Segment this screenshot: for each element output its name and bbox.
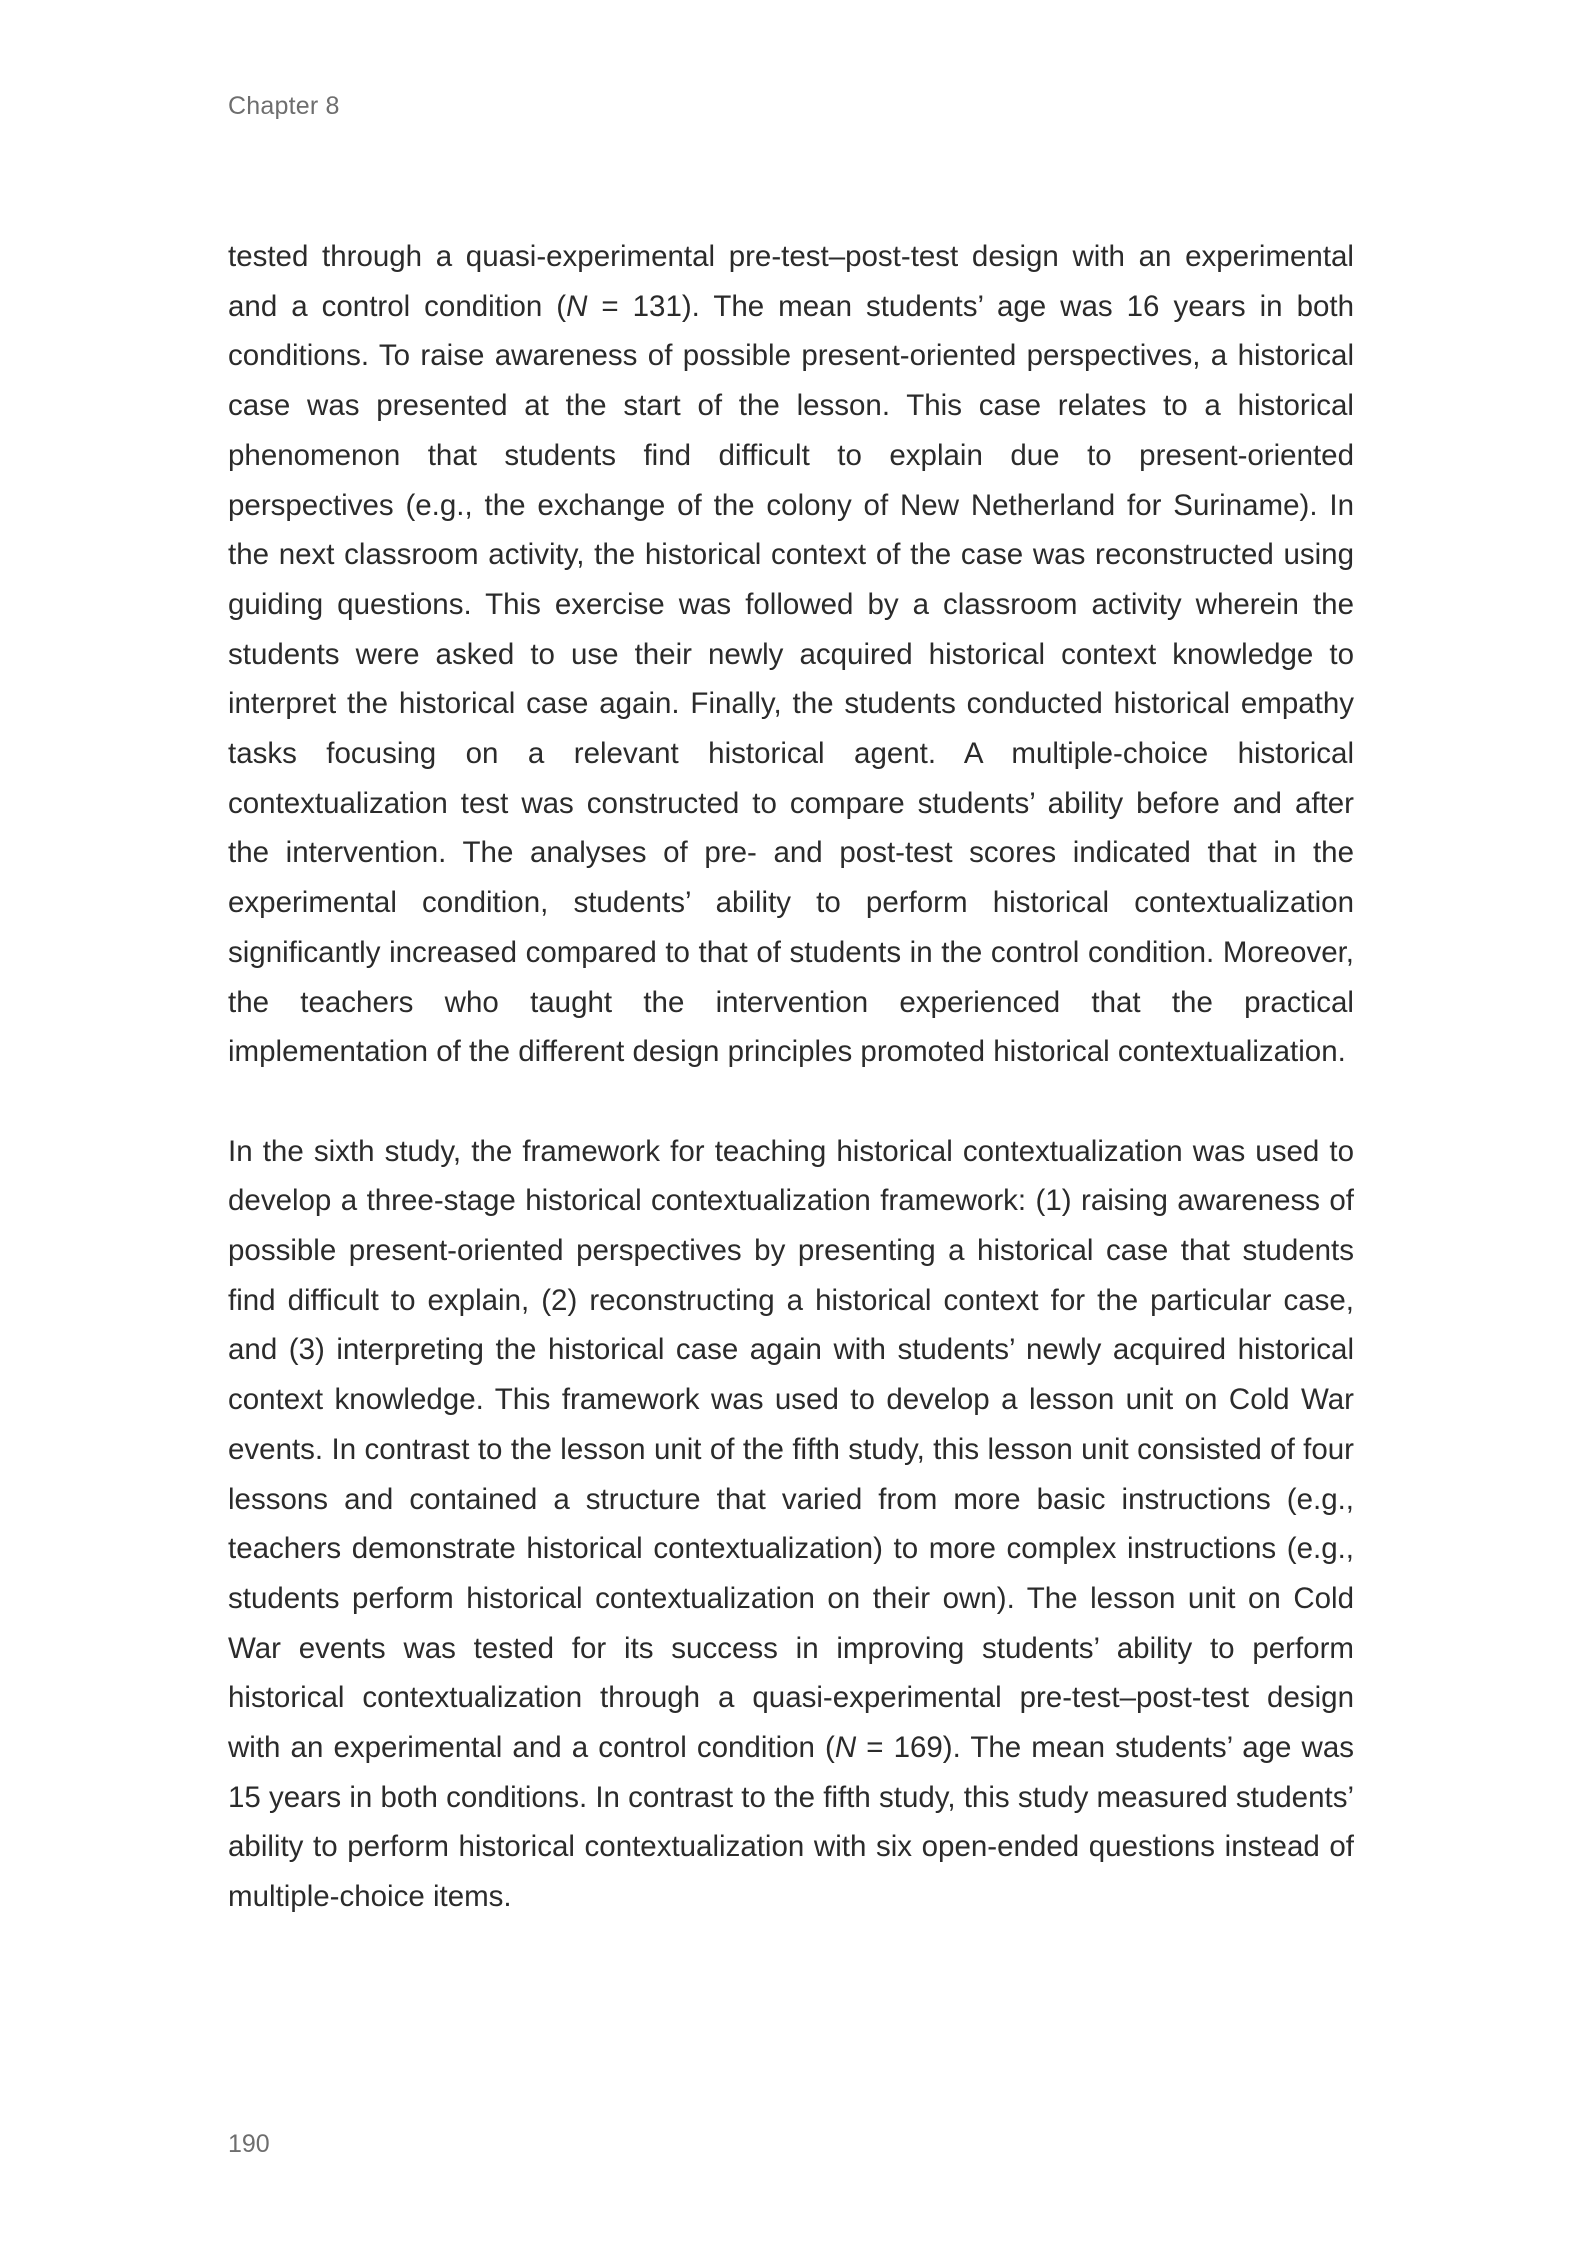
body-text	[228, 232, 1354, 1922]
paragraph-text: tested through a quasi-experimental pre-test–post-test design with an experimental and a control condition (	[228, 240, 1354, 323]
paragraph-sixth-study	[228, 1127, 1354, 1922]
paragraph-text: = 169). The mean students’ age was 15 years in both conditions. In contrast to the fifth study, this study measured students’ ability to perform historical contextualization with six open-ended questions instead of multiple-choice items.	[228, 1731, 1354, 1914]
paragraph-text: = 131). The mean students’ age was 16 years in both conditions. To raise awareness of possible present-oriented perspectives, a historical case was presented at the start of the lesson. This case relates to a historical phenomenon that students find difficult to explain due to present-oriented perspectives (e.g., the exchange of the colony of New Netherland for Suriname). In the next classroom activity, the historical context of the case was reconstructed using guiding questions. This exercise was followed by a classroom activity wherein the students were asked to use their newly acquired historical context knowledge to interpret the historical case again. Finally, the students conducted historical empathy tasks focusing on a relevant historical agent. A multiple-choice historical contextualization test was constructed to compare students’ ability before and after the intervention. The analyses of pre- and post-test scores indicated that in the experimental condition, students’ ability to perform historical contextualization significantly increased compared to that of students in the control condition. Moreover, the teachers who taught the intervention experienced that the practical implementation of the different design principles promoted historical contextualization.	[228, 289, 1354, 1069]
paragraph-text: In the sixth study, the framework for teaching historical contextualization was used to develop a three-stage historical contextualization framework: (1) raising awareness of possible present-oriented perspectives by presenting a historical case that students find difficult to explain, (2) reconstructing a historical context for the particular case, and (3) interpreting the historical case again with students’ newly acquired historical context knowledge. This framework was used to develop a lesson unit on Cold War events. In contrast to the lesson unit of the fifth study, this lesson unit consisted of four lessons and contained a structure that varied from more basic instructions (e.g., teachers demonstrate historical contextualization) to more complex instructions (e.g., students perform historical contextualization on their own). The lesson unit on Cold War events was tested for its success in improving students’ ability to perform historical contextualization through a quasi-experimental pre-test–post-test design with an experimental and a control condition (	[228, 1134, 1354, 1765]
page-number: 190	[228, 2130, 270, 2158]
sample-size-symbol: N	[566, 289, 588, 323]
paragraph-fifth-study	[228, 232, 1354, 1077]
running-header: Chapter 8	[228, 92, 340, 120]
sample-size-symbol: N	[834, 1731, 857, 1765]
